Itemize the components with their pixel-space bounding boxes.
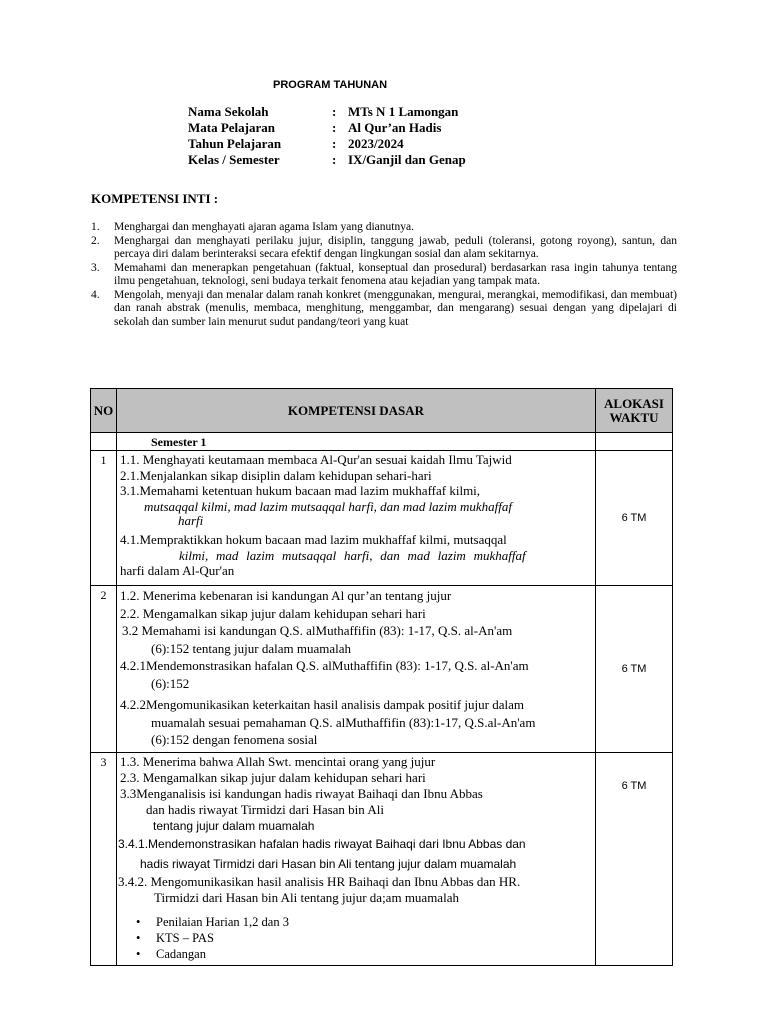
table-row: [91, 451, 673, 586]
kd-line: 1.2. Menerima kebenaran isi kandungan Al qur’an tentang jujur: [120, 588, 452, 603]
kd-line: 3.2 Memahami isi kandungan Q.S. alMuthaffifin (83): 1-17, Q.S. al-An'am: [122, 623, 513, 638]
kd-line: 4.2.1Mendemonstrasikan hafalan Q.S. alMuthaffifin (83): 1-17, Q.S. al-An'am: [120, 658, 529, 673]
list-item: [91, 221, 677, 235]
kd-line: (6):152 tentang jujur dalam muamalah: [151, 640, 351, 656]
item-number: 4.: [91, 288, 100, 301]
item-number: 1.: [91, 221, 100, 233]
list-item: • Cadangan: [136, 946, 591, 962]
semester-no-cell: [91, 433, 117, 451]
list-item: • Penilaian Harian 1,2 dan 3: [136, 914, 591, 930]
kd-line: 2.1.Menjalankan sikap disiplin dalam kehidupan sehari-hari: [120, 467, 432, 483]
meta-value: IX/Ganjil dan Genap: [348, 152, 466, 167]
bullet-list: [120, 914, 591, 962]
kd-line: 4.1.Mempraktikkan hokum bacaan mad lazim mukhaffaf kilmi, mutsaqqal: [120, 532, 507, 547]
header-alokasi-waktu: [596, 389, 673, 433]
row-kompetensi: [117, 586, 596, 753]
item-number: 2.: [91, 234, 100, 247]
row-number: 2: [91, 586, 117, 753]
header-alokasi-line: ALOKASI: [604, 395, 664, 411]
kd-line: harfi: [178, 513, 204, 528]
header-waktu-line: WAKTU: [609, 409, 659, 425]
row-alokasi: 6 TM: [596, 752, 673, 965]
kd-line: harfi dalam Al-Qur'an: [120, 563, 235, 578]
meta-colon: :: [332, 152, 337, 167]
list-item: [91, 235, 677, 262]
meta-label: Tahun Pelajaran: [188, 136, 282, 151]
meta-label: Mata Pelajaran: [188, 120, 276, 135]
item-number: 3.: [91, 261, 100, 274]
row-alokasi: 6 TM: [596, 586, 673, 753]
row-number: 3: [91, 752, 117, 965]
kompetensi-inti-heading: KOMPETENSI INTI :: [91, 191, 219, 206]
kd-line: 4.2.2Mengomunikasikan keterkaitan hasil analisis dampak positif jujur dalam: [120, 697, 524, 712]
kompetensi-dasar-table: [90, 388, 673, 966]
meta-value: MTs N 1 Lamongan: [348, 104, 459, 119]
kd-line: 1.3. Menerima bahwa Allah Swt. mencintai orang yang jujur: [120, 753, 436, 769]
table-row: [91, 586, 673, 753]
kompetensi-inti-list: [91, 221, 677, 329]
meta-colon: :: [332, 104, 337, 119]
kd-line: dan hadis riwayat Tirmidzi dari Hasan bin Ali: [146, 801, 384, 817]
header-no: NO: [91, 389, 117, 433]
kd-line: 3.1.Memahami ketentuan hukum bacaan mad lazim mukhaffaf kilmi,: [120, 483, 481, 498]
semester-row: [91, 433, 673, 451]
row-alokasi: 6 TM: [596, 451, 673, 586]
meta-colon: :: [332, 136, 337, 151]
kd-line: (6):152 dengan fenomena sosial: [151, 732, 318, 747]
row-kompetensi: [117, 752, 596, 965]
kd-line: 3.4.1.Mendemonstrasikan hafalan hadis riwayat Baihaqi dari Ibnu Abbas dan: [118, 836, 526, 851]
kd-line: 3.4.2. Mengomunikasikan hasil analisis HR Baihaqi dan Ibnu Abbas dan HR.: [118, 873, 521, 889]
kd-line: 2.2. Mengamalkan sikap jujur dalam kehidupan sehari hari: [120, 605, 426, 621]
list-item: [91, 289, 677, 330]
item-text: Memahami dan menerapkan pengetahuan (faktual, konseptual dan prosedural) berdasarkan rasa ingin tahunya tentang ilmu pengetahuan, teknologi, seni budaya terkait fenomena atau kejadian yang tampak mata.: [114, 261, 677, 287]
header-kompetensi-dasar: KOMPETENSI DASAR: [117, 389, 596, 433]
kd-line: hadis riwayat Tirmidzi dari Hasan bin Ali tentang jujur dalam muamalah: [140, 856, 517, 871]
semester-alloc-cell: [596, 433, 673, 451]
meta-label: Nama Sekolah: [188, 104, 269, 119]
list-item: • KTS – PAS: [136, 930, 591, 946]
kd-line: Tirmidzi dari Hasan bin Ali tentang jujur da;am muamalah: [154, 889, 459, 905]
kd-line: tentang jujur dalam muamalah: [153, 818, 315, 833]
kd-line: kilmi, mad lazim mutsaqqal harfi, dan mad lazim mukhaffaf: [179, 547, 526, 563]
table-row: [91, 752, 673, 965]
item-text: Mengolah, menyaji dan menalar dalam ranah konkret (menggunakan, mengurai, merangkai, memodifikasi, dan membuat) dan ranah abstrak (menulis, membaca, menghitung, menggambar, dan mengarang) sesuai dengan yang dipelajari di sekolah dan sumber lain menurut sudut pandang/teori yang kuat: [114, 288, 677, 328]
item-text: Menghargai dan menghayati ajaran agama Islam yang dianutnya.: [114, 221, 414, 233]
kd-line: muamalah sesuai pemahaman Q.S. alMuthaffifin (83):1-17, Q.S.al-An'am: [151, 714, 536, 730]
kd-line: 2.3. Mengamalkan sikap jujur dalam kehidupan sehari hari: [120, 769, 426, 785]
item-text: Menghargai dan menghayati perilaku jujur, disiplin, tanggung jawab, peduli (toleransi, gotong royong), santun, dan percaya diri dalam berinteraksi secara efektif dengan lingkungan sosial dan alam sekitarnya.: [114, 234, 677, 260]
meta-colon: :: [332, 120, 337, 135]
kd-line: (6):152: [151, 675, 190, 691]
semester-label: Semester 1: [117, 433, 596, 451]
row-number: 1: [91, 451, 117, 586]
kd-line: 3.3Menganalisis isi kandungan hadis riwayat Baihaqi dan Ibnu Abbas: [120, 785, 483, 801]
document-title: PROGRAM TAHUNAN: [273, 79, 388, 91]
row-kompetensi: [117, 451, 596, 586]
meta-value: 2023/2024: [348, 136, 404, 151]
list-item: [91, 262, 677, 289]
kd-line: mutsaqqal kilmi, mad lazim mutsaqqal harfi, dan mad lazim mukhaffaf: [144, 498, 512, 514]
meta-value: Al Qur’an Hadis: [348, 120, 442, 135]
kd-line: 1.1. Menghayati keutamaan membaca Al-Qur'an sesuai kaidah Ilmu Tajwid: [120, 452, 512, 467]
meta-label: Kelas / Semester: [188, 152, 280, 167]
table-header-row: [91, 389, 673, 433]
